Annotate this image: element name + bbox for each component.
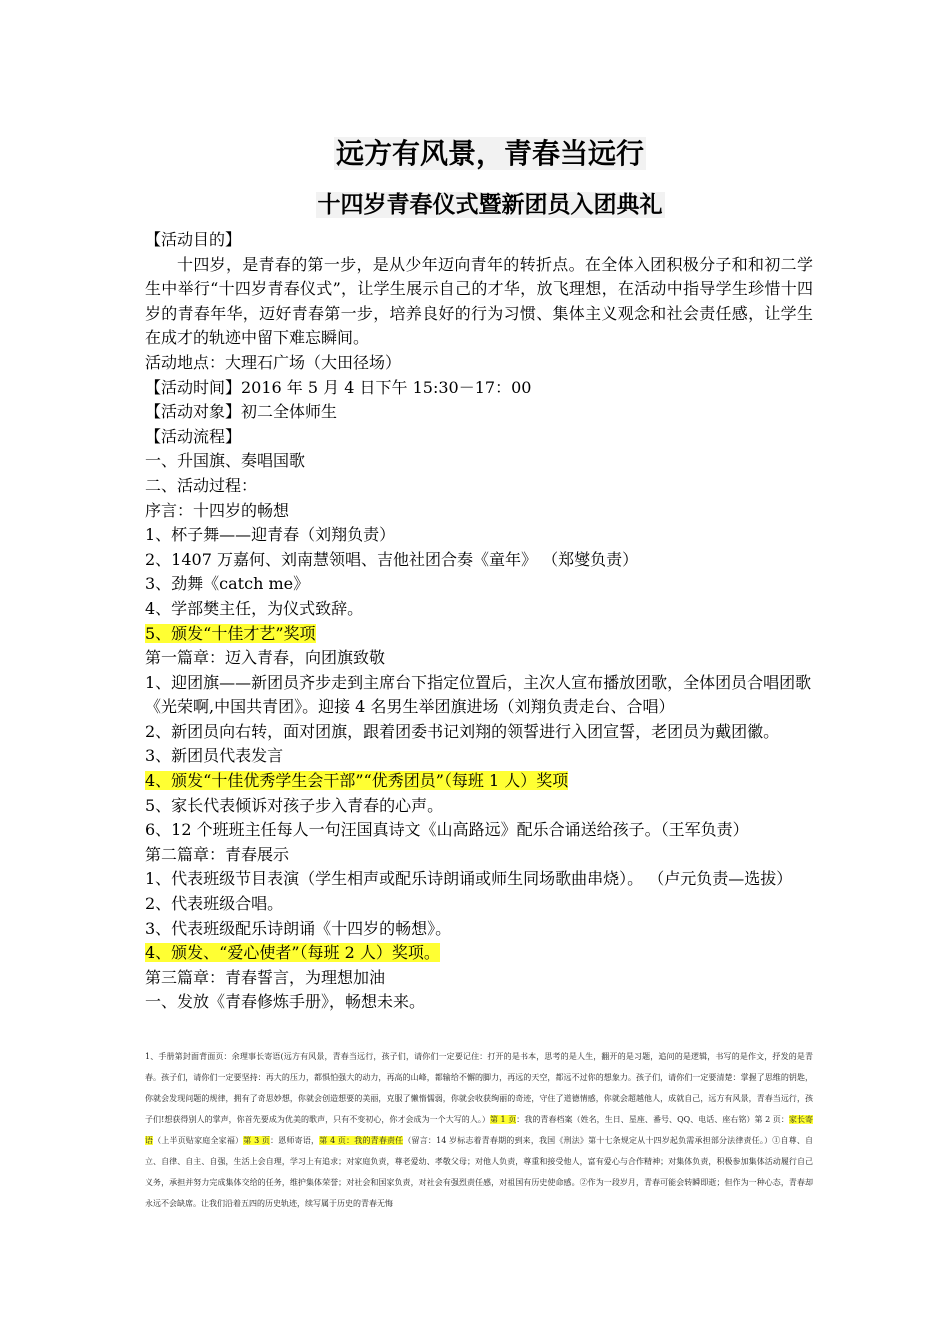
body-line — [145, 941, 813, 966]
footnote-highlight: 第 4 页：我的青春责任 — [319, 1136, 404, 1145]
body-line — [145, 351, 813, 376]
body-line — [145, 376, 813, 401]
highlighted-text: 4、颁发“十佳优秀学生会干部”“优秀团员”（每班 1 人）奖项 — [145, 771, 569, 791]
line-text: 第三篇章：青春誓言，为理想加油 — [145, 967, 386, 987]
line-text: 二、活动过程： — [145, 475, 258, 495]
body-line — [145, 892, 813, 917]
footnote-highlight: 第 1 页 — [489, 1115, 517, 1124]
line-text: 2、新团员向右转，面对团旗，跟着团委书记刘翔的领誓进行入团宣誓，老团员为戴团徽。 — [145, 721, 780, 741]
body-line — [145, 744, 813, 769]
document-title — [0, 132, 950, 172]
line-text: 序言：十四岁的畅想 — [145, 500, 290, 520]
line-text: 十四岁，是青春的第一步，是从少年迈向青年的转折点。在全体入团积极分子和和初二学生中举行“十四岁青春仪式”，让学生展示自己的才华，放飞理想，在活动中指导学生珍惜十四岁的青春年华，迈好青春第一步，培养良好的行为习惯、集体主义观念和社会责任感，让学生在成才的轨迹中留下难忘瞬间。 — [145, 254, 813, 348]
body-line — [145, 425, 813, 450]
body-line — [145, 474, 813, 499]
body-line — [145, 228, 813, 253]
body-line — [145, 548, 813, 573]
line-text: 1、迎团旗——新团员齐步走到主席台下指定位置后，主次人宣布播放团歌，全体团员合唱团歌《光荣啊,中国共青团》。迎接 4 名男生举团旗进场（刘翔负责走台、合唱） — [145, 672, 812, 717]
body-line — [145, 720, 813, 745]
footnote-text: 1、手册第封面背面页：余理事长寄语(远方有风景，青春当远行，孩子们，请你们一定要记住：打开的是书本，思考的是人生，翻开的是习题，追问的是逻辑，书写的是作文，抒发的是青春。孩子们，请你们一定要坚持：再大的压力，都惧怕强大的动力，再高的山峰，都输给不懈的脚力，再远的天空，都远不过你的想象力。孩子们，请你们一定要清楚：掌握了思维的钥匙，你就会发现问题的规律，拥有了奇思妙想，你就会创造想要的美丽，克服了懒惰懦弱，你就会收获绚丽的奇迹，守住了道德情感，你就会超越他人，成就自己，远方有风景，青春当远行，孩子们!想获得别人的掌声，你首先要成为优美的歌声，只有不变初心，你才会成为一个大写的人。） — [145, 1052, 813, 1124]
body-line — [145, 671, 813, 720]
line-text: 活动地点：大理石广场（大田径场） — [145, 352, 402, 372]
line-text: 第一篇章：迈入青春，向团旗致敬 — [145, 648, 386, 668]
body-line — [145, 646, 813, 671]
line-text: 3、代表班级配乐诗朗诵《十四岁的畅想》。 — [145, 918, 452, 938]
body-line — [145, 499, 813, 524]
line-text: 1、杯子舞——迎青春（刘翔负责） — [145, 525, 396, 545]
line-text: 5、家长代表倾诉对孩子步入青春的心声。 — [145, 795, 444, 815]
footnote-text: （上半页贴家庭全家福） — [153, 1136, 244, 1145]
body-line — [145, 990, 813, 1015]
line-text: 3、劲舞《catch me》 — [145, 574, 310, 594]
line-text: 1、代表班级节目表演（学生相声或配乐诗朗诵或师生同场歌曲串烧）。 （卢元负责—选拔） — [145, 869, 793, 889]
body-line — [145, 449, 813, 474]
title-text: 远方有风景，青春当远行 — [335, 137, 644, 170]
highlighted-text: 5、颁发“十佳才艺”奖项 — [145, 623, 316, 643]
body-line — [145, 622, 813, 647]
footnote-highlight: 第 3 页 — [243, 1136, 271, 1145]
body-line — [145, 867, 813, 892]
footnote-highlight: 家长寄语 — [145, 1115, 813, 1145]
body-line — [145, 597, 813, 622]
footnote-text: ：恩师寄语， — [270, 1136, 320, 1145]
body-line — [145, 769, 813, 794]
body-line — [145, 966, 813, 991]
line-text: 第二篇章：青春展示 — [145, 844, 290, 864]
footnote-text: （留言：14 岁标志着青春期的到来，我国《刑法》第十七条规定从十四岁起负需承担部分法律责任。）①自尊、自立、自律、自主、自强，生活上会自理，学习上有追求；对家庭负责，尊老爱幼、孝敬父母；对他人负责，尊重和接受他人，富有爱心与合作精神；对集体负责，积极参加集体活动履行自己义务，承担并努力完成集体交给的任务，维护集体荣誉；对社会和国家负责，对社会有强烈责任感，对祖国有历史使命感。②作为一段岁月，青春可能会转瞬即逝；但作为一种心态，青春却永远不会缺席。让我们沿着五四的历史轨迹，续写属于历史的青春无悔 — [145, 1136, 813, 1208]
footnote-block — [145, 1046, 813, 1214]
body-line — [145, 572, 813, 597]
line-text: 4、学部樊主任，为仪式致辞。 — [145, 598, 364, 618]
document-subtitle — [0, 186, 950, 219]
body-line — [145, 794, 813, 819]
body-line — [145, 253, 813, 351]
document-body — [145, 228, 813, 1015]
body-line — [145, 523, 813, 548]
line-text: 【活动目的】 — [145, 230, 242, 249]
line-text: 【活动流程】 — [145, 426, 242, 446]
body-line — [145, 917, 813, 942]
line-text: 一、升国旗、奏唱国歌 — [145, 451, 306, 471]
line-text: 6、12 个班班主任每人一句汪国真诗文《山高路远》配乐合诵送给孩子。（王军负责） — [145, 820, 749, 840]
line-text: 【活动时间】2016 年 5 月 4 日下午 15:30－17：00 — [145, 377, 532, 397]
footnote-text: ：我的青春档案（姓名，生日、星座、番号、QQ、电话、座右铭）第 2 页： — [516, 1115, 789, 1124]
subtitle-text: 十四岁青春仪式暨新团员入团典礼 — [317, 192, 663, 218]
line-text: 2、1407 万嘉何、刘南慧领唱、吉他社团合奏《童年》 （郑燮负责） — [145, 549, 639, 569]
highlighted-text: 4、颁发、“爱心使者”（每班 2 人）奖项。 — [145, 943, 440, 963]
line-text: 一、发放《青春修炼手册》，畅想未来。 — [145, 992, 426, 1012]
line-text: 2、代表班级合唱。 — [145, 894, 284, 914]
body-line — [145, 818, 813, 843]
body-line — [145, 843, 813, 868]
line-text: 3、新团员代表发言 — [145, 746, 284, 766]
line-text: 【活动对象】初二全体师生 — [145, 402, 338, 422]
body-line — [145, 400, 813, 425]
